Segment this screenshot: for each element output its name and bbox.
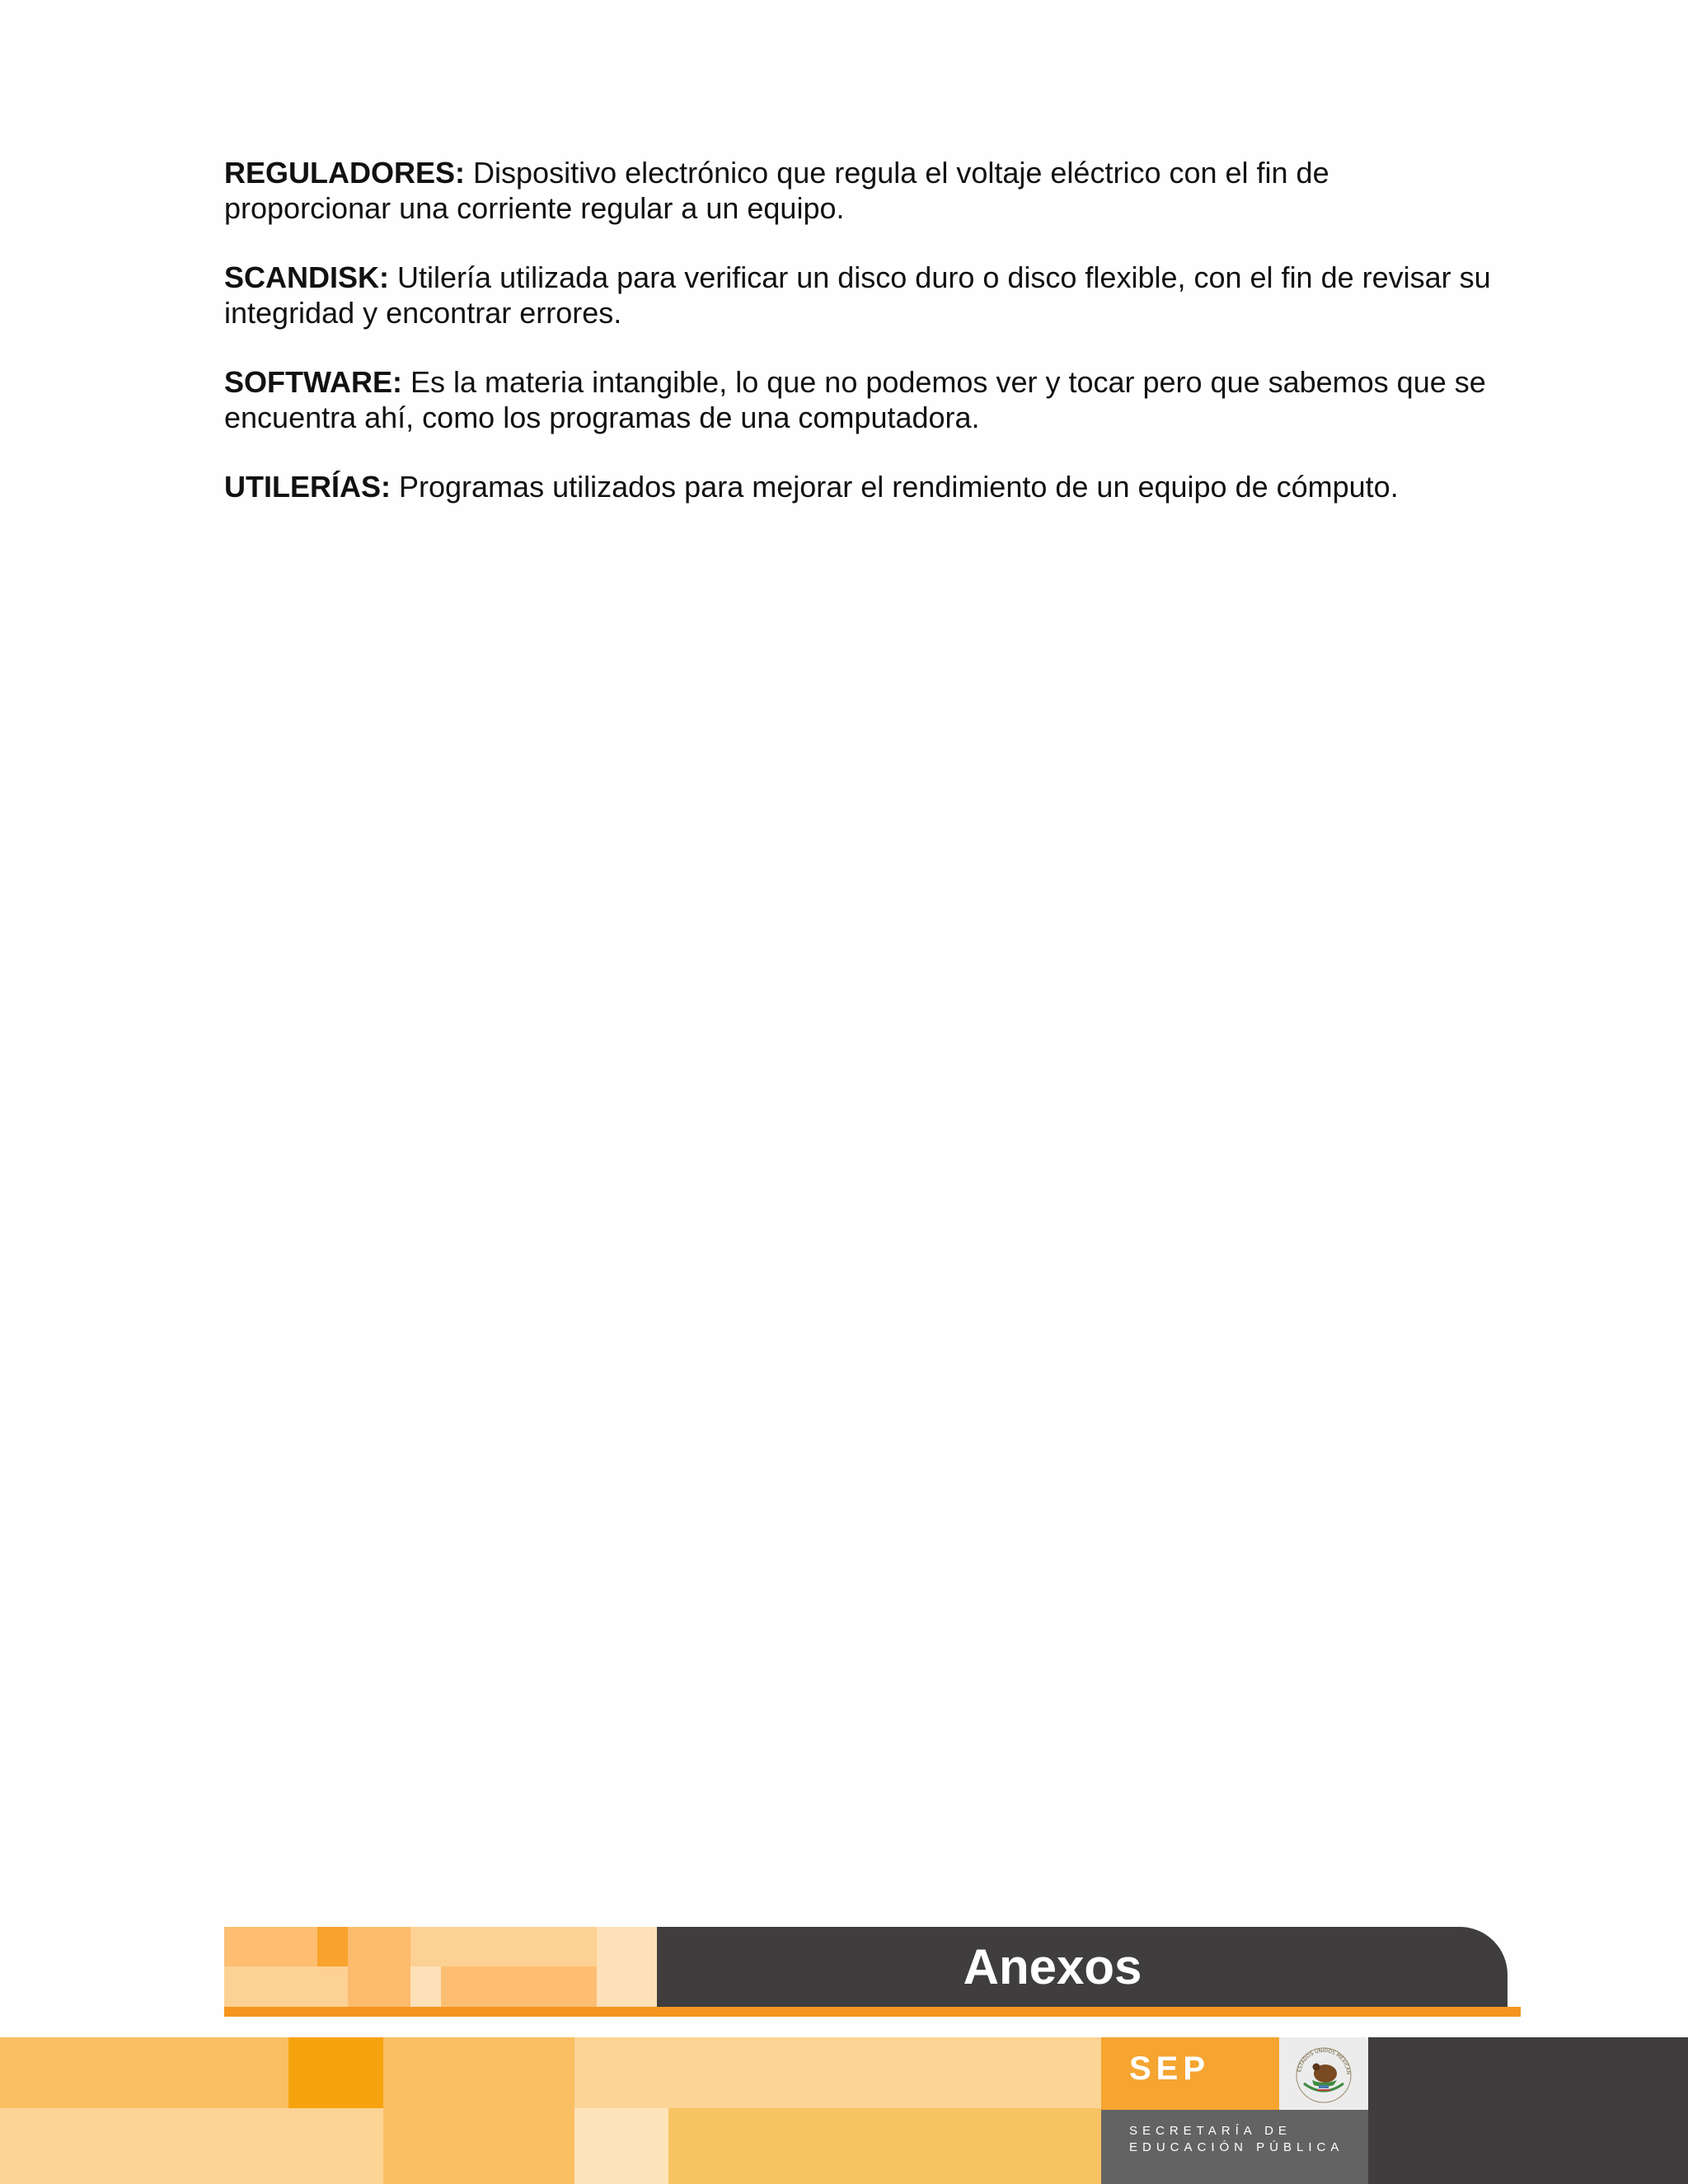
footer-decor-block [288,2037,383,2108]
footer-decor-block [0,2037,288,2108]
banner-underline [224,2007,1521,2017]
banner-title-panel [657,1927,1507,2007]
banner-decor-block [597,1927,657,2007]
sep-subtitle [1129,2123,1343,2156]
glossary-definition: Dispositivo electrónico que regula el voltaje eléctrico con el fin de proporcionar una corriente regular a un equipo. [224,156,1329,225]
footer-decor-block [574,2037,1101,2108]
page-footer [0,2037,1688,2184]
glossary-term: REGULADORES: [224,156,466,190]
sep-subtitle-box [1101,2110,1368,2184]
banner-decor-block [410,1966,441,2007]
sep-subtitle-line: EDUCACIÓN PÚBLICA [1129,2140,1344,2154]
glossary-definition: Es la materia intangible, lo que no podemos ver y tocar pero que sabemos que se encuentra ahí, como los programas de una computadora. [224,365,1486,434]
glossary-term: SOFTWARE: [224,365,402,399]
glossary-term: UTILERÍAS: [224,470,391,504]
banner-decor-block [224,1927,317,1966]
footer-decor-block [383,2037,574,2184]
sep-subtitle-line: SECRETARÍA DE [1129,2124,1292,2138]
banner-decor-block [224,1966,348,2007]
glossary-entry [224,260,1502,330]
glossary-definition: Programas utilizados para mejorar el rendimiento de un equipo de cómputo. [399,470,1399,504]
banner-decor-block [317,1927,348,1966]
coat-of-arms-box [1279,2037,1368,2110]
footer-decor-block [668,2108,1101,2184]
glossary-entry [224,469,1502,504]
glossary-term: SCANDISK: [224,260,390,294]
glossary-entry [224,364,1502,435]
glossary-definition: Utilería utilizada para verificar un disco duro o disco flexible, con el fin de revisar su integridad y encontrar errores. [224,260,1491,330]
sep-logo-box [1101,2037,1279,2110]
banner-decor-block [441,1966,597,2007]
banner-decor-block [410,1927,597,1966]
sep-logo: SEP [1129,2050,1211,2087]
banner-decor-block [348,1927,410,2007]
glossary [224,155,1502,538]
footer-dark-block [1368,2037,1688,2184]
footer-decor-block [574,2108,668,2184]
coat-of-arms-icon [1279,2037,1368,2110]
glossary-entry [224,155,1502,226]
section-banner [224,1927,1520,2018]
section-title: Anexos [963,1939,1142,1994]
footer-decor-block [0,2108,383,2184]
seal-text: ESTADOS UNIDOS MEXICAN [1296,2047,1352,2075]
